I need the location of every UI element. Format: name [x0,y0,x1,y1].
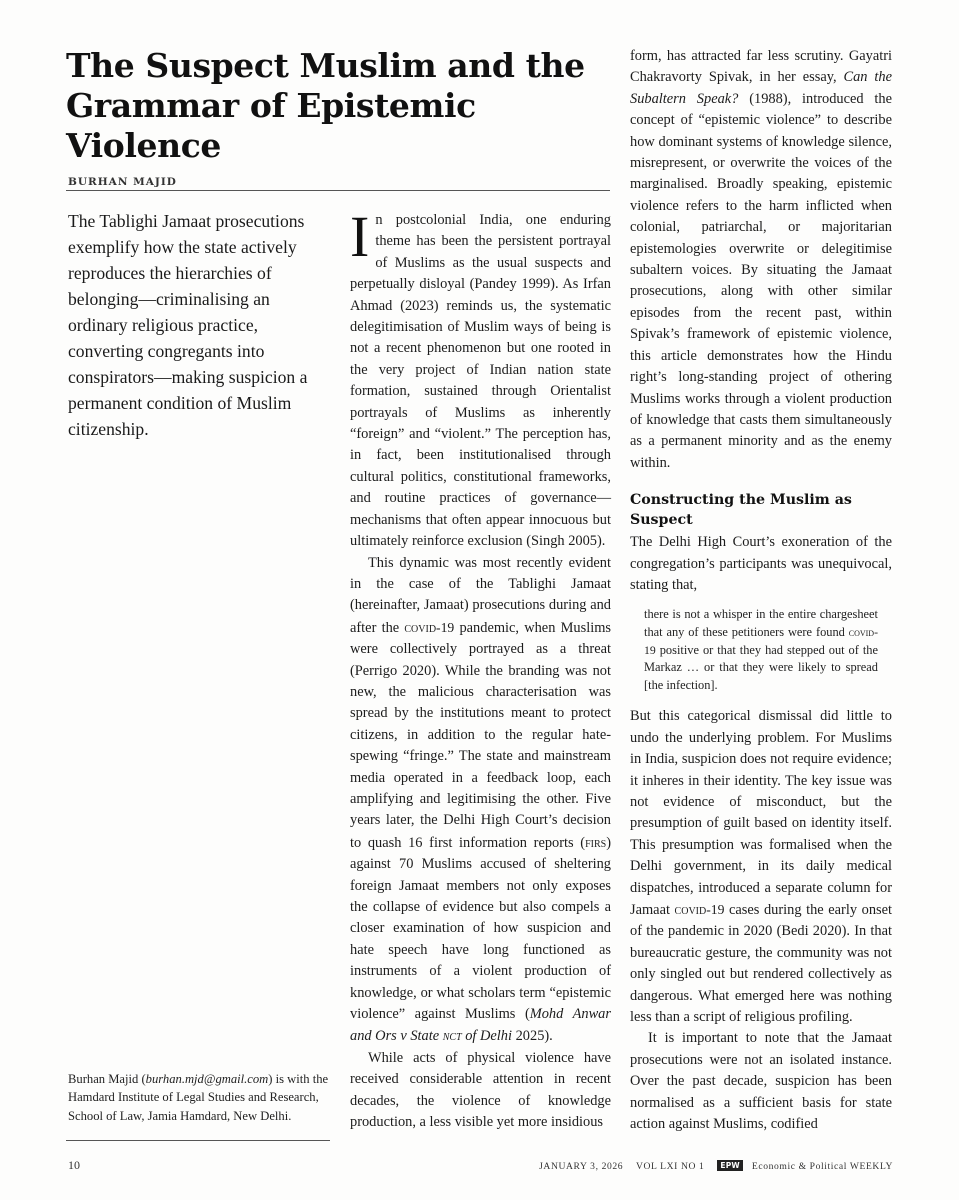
epw-logo-icon: EPW [717,1160,743,1171]
body-column-middle [350,204,611,1133]
bio-email[interactable]: burhan.mjd@gmail.com [145,1072,269,1086]
body-paragraph: The Delhi High Court’s exoneration of the congregation’s participants was unequivocal, stating that, [630,534,892,593]
page-number: 10 [68,1158,80,1172]
issue-volume: VOL LXI NO 1 [636,1161,705,1172]
pull-quote: The Tablighi Jamaat prosecutions exemplify how the state actively reproduces the hierarchies of belonging—criminalising an ordinary religious practice, converting congregants into conspirators—making suspicion a permanent condition of Muslim citizenship. [68,211,308,439]
publication-name: Economic & Political WEEKLY [751,1161,893,1172]
author-bio: Burhan Majid (burhan.mjd@gmail.com) is with the Hamdard Institute of Legal Studies and Research, School of Law, Jamia Hamdard, New Delhi. [68,1072,329,1123]
body-paragraph: But this categorical dismissal did little to undo the underlying problem. For Muslims in India, suspicion does not require evidence; it inheres in their identity. The key issue was not evidence of misconduct, but the presumption of guilt based on identity itself. This presumption was formalised when the Delhi government, in its daily medical dispatches, introduced a separate column for Jamaat covid-19 cases during the early onset of the pandemic in 2020 (Bedi 2020). In that bureaucratic gesture, the community was not only singled out but rendered collectively as dangerous. What emerged here was nothing less than a script of religious profiling. [630,708,892,1025]
drop-cap: I [350,204,370,269]
body-column-right [630,46,892,1135]
bio-affiliation: is with the Hamdard Institute of Legal Studies and Research, School of Law, Jamia Hamdard, New Delhi. [68,1072,329,1123]
issue-date: JANUARY 3, 2026 [539,1161,624,1172]
page-footer [0,1158,959,1178]
block-quote: there is not a whisper in the entire chargesheet that any of these petitioners were found covid-19 positive or that they had stepped out of the Markaz … or that they were likely to spread [the infection]. [644,607,878,692]
article-title: The Suspect Muslim and the Grammar of Epistemic Violence [66,46,585,165]
issue-info [539,1160,893,1172]
byline-divider [66,190,610,191]
bio-divider [66,1140,330,1141]
body-paragraph: This dynamic was most recently evident in the case of the Tablighi Jamaat (hereinafter, Jamaat) prosecutions during and after the covid-19 pandemic, when Muslims were collectively portrayed as a threat (Perrigo 2020). While the branding was not new, the malicious characterisation was spread by the institutions meant to protect citizens, in addition to the regular hate-spewing “fringe.” The state and mainstream media operated in a feedback loop, each amplifying and legitimising the other. Five years later, the Delhi High Court’s decision to quash 16 first information reports (firs) against 70 Muslims accused of sheltering foreign Jamaat members not only exposes the collapse of evidence but also compels a closer examination of how suspicion and hate speech have long functioned as instruments of a violent production of knowledge, or what scholars term “epistemic violence” against Muslims (Mohd Anwar and Ors v State nct of Delhi 2025). [350,554,611,1045]
body-paragraph: form, has attracted far less scrutiny. Gayatri Chakravorty Spivak, in her essay, Can the Subaltern Speak? (1988), introduced the concept of “epistemic violence” to describe how dominant systems of knowledge silence, misrepresent, or overwrite the voices of the marginalised. Broadly speaking, epistemic violence refers to the harm inflicted when colonial, patriarchal, or majoritarian epistemologies overwrite or delegitimise subaltern voices. By situating the Jamaat prosecutions, along with other similar episodes from the recent past, within Spivak’s framework of epistemic violence, this article demonstrates how the Hindu right’s long-standing project of othering Muslims works through a violent production of knowledge that casts them simultaneously as a permanent minority and as the enemy within. [630,48,892,471]
body-paragraph: In postcolonial India, one enduring theme has been the persistent portrayal of Muslims as the usual suspects and perpetually disloyal (Pandey 1999). As Irfan Ahmad (2023) reminds us, the systematic delegitimisation of Muslim ways of being is not a recent phenomenon but one rooted in the very project of Indian nation state formation, sustained through Orientalist portrayals of Muslims as inherently “foreign” and “violent.” The perception has, in fact, been institutionalised through cultural politics, constitutional frameworks, and routine practices of governance—mechanisms that often appear innocuous but ultimately reinforce exclusion (Singh 2005). [350,204,611,550]
body-paragraph: While acts of physical violence have received considerable attention in recent decades, the violence of knowledge production, a less visible yet more insidious [350,1049,611,1131]
author-byline: BURHAN MAJID [68,176,177,188]
bio-name: Burhan Majid [68,1072,139,1086]
body-paragraph: It is important to note that the Jamaat prosecutions were not an isolated instance. Over the past decade, suspicion has been normalised as a sufficient basis for state action against Muslims, codified [630,1030,892,1133]
section-heading: Constructing the Muslim as Suspect [630,492,852,529]
